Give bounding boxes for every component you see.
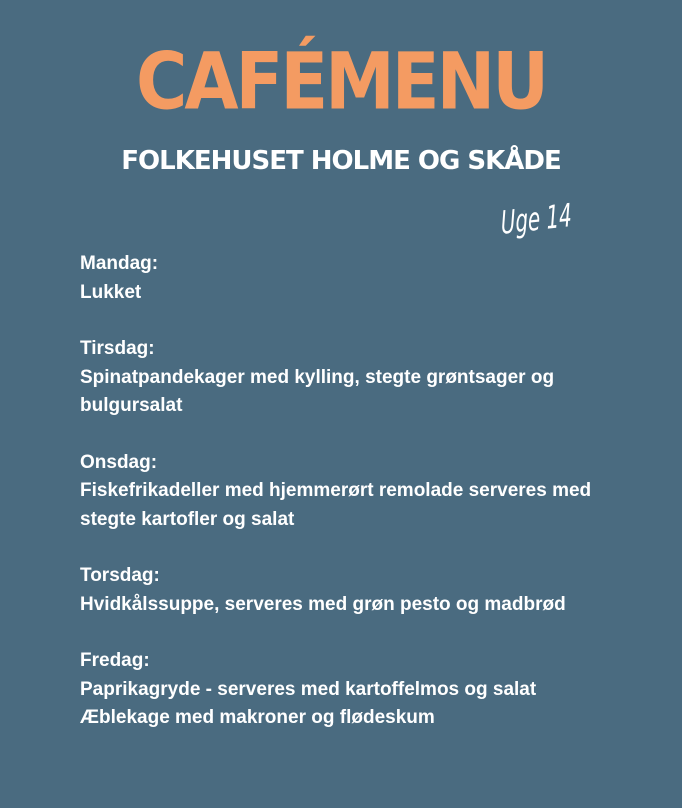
dish-text: Fiskefrikadeller med hjemmerørt remolade serveres med stegte kartofler og salat — [80, 480, 592, 530]
menu-title: CAFÉMENU — [135, 35, 547, 128]
menu-day-thursday — [80, 562, 640, 619]
week-label: Uge 14 — [500, 196, 573, 242]
dish-text: Lukket — [80, 281, 142, 303]
menu-day-friday — [80, 647, 640, 733]
dish-text: Spinatpandekager med kylling, stegte grøntsager og bulgursalat — [80, 366, 555, 416]
dish-text: Æblekage med makroner og flødeskum — [80, 707, 435, 728]
day-label: Onsdag: — [80, 451, 158, 473]
menu-day-tuesday — [80, 335, 640, 421]
menu-day-monday — [80, 250, 640, 307]
day-label: Fredag: — [80, 650, 150, 671]
dish-text: Hvidkålssuppe, serveres med grøn pesto og madbrød — [80, 593, 566, 615]
venue-subtitle: FOLKEHUSET HOLME OG SKÅDE — [121, 146, 561, 176]
day-label: Mandag: — [80, 253, 159, 274]
weekly-menu — [80, 250, 640, 761]
dish-text: Paprikagryde - serveres med kartoffelmos og salat — [80, 678, 537, 700]
day-label: Tirsdag: — [80, 338, 155, 359]
menu-day-wednesday — [80, 449, 640, 535]
day-label: Torsdag: — [80, 565, 160, 586]
